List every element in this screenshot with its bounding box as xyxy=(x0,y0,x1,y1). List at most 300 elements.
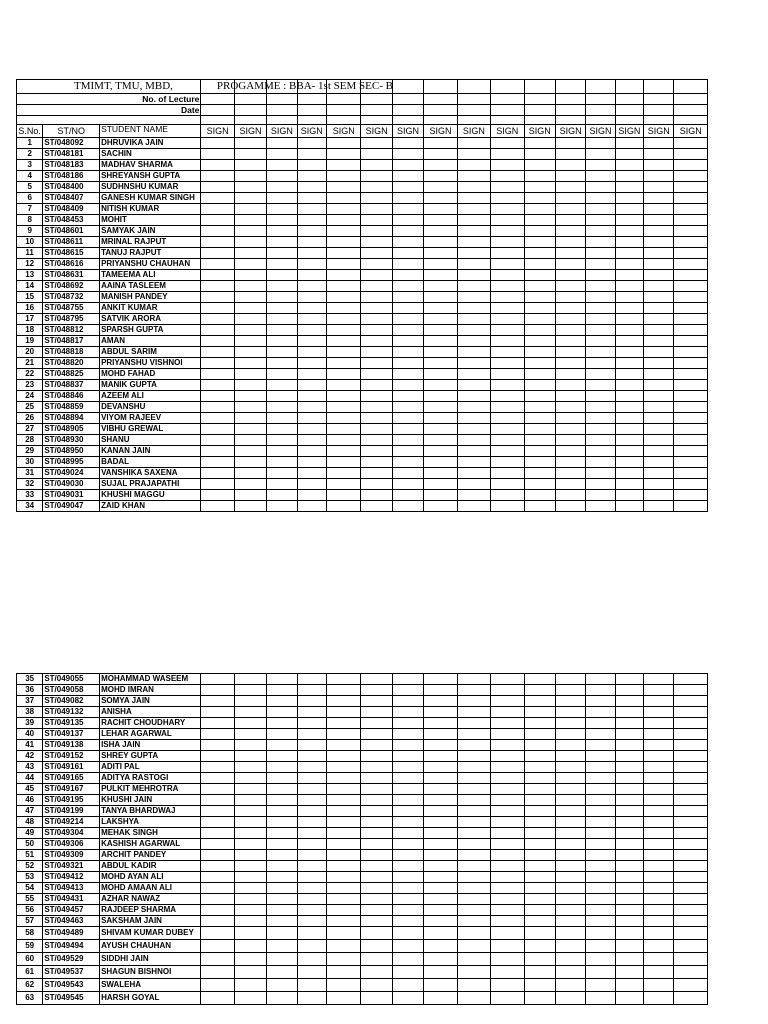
sign-cell xyxy=(326,751,360,762)
student-id-cell: ST/049132 xyxy=(43,707,100,718)
sign-cell xyxy=(524,226,555,237)
sign-cell xyxy=(491,468,524,479)
sign-cell xyxy=(361,916,392,927)
sign-cell xyxy=(491,303,524,314)
sign-cell xyxy=(267,490,297,501)
sign-header: SIGN xyxy=(327,125,361,138)
sign-cell xyxy=(457,966,490,979)
sign-cell xyxy=(586,751,615,762)
sign-cell xyxy=(644,248,674,259)
sign-cell xyxy=(457,916,490,927)
sign-cell xyxy=(555,490,585,501)
sign-cell xyxy=(644,358,674,369)
sign-cell xyxy=(392,204,423,215)
sign-cell xyxy=(361,685,392,696)
sign-cell xyxy=(524,953,555,966)
sign-cell xyxy=(234,402,266,413)
sign-cell xyxy=(586,674,615,685)
sign-header: SIGN xyxy=(555,125,585,138)
sign-cell xyxy=(201,358,234,369)
sign-cell xyxy=(267,817,297,828)
sign-cell xyxy=(555,237,585,248)
serial-number-cell: 15 xyxy=(17,292,43,303)
sign-cell xyxy=(524,358,555,369)
student-row xyxy=(17,817,708,828)
sign-cell xyxy=(234,729,266,740)
sign-cell xyxy=(234,358,266,369)
sign-cell xyxy=(615,303,643,314)
sign-cell xyxy=(267,402,297,413)
student-row xyxy=(17,424,708,435)
sign-cell xyxy=(392,457,423,468)
sign-cell xyxy=(234,773,266,784)
student-name-cell: SPARSH GUPTA xyxy=(100,325,201,336)
student-row xyxy=(17,740,708,751)
sign-cell xyxy=(267,784,297,795)
student-name-cell: SACHIN xyxy=(100,149,201,160)
sign-cell xyxy=(234,259,266,270)
student-row xyxy=(17,894,708,905)
sign-cell xyxy=(297,138,326,149)
student-row xyxy=(17,762,708,773)
sign-cell xyxy=(457,292,490,303)
sign-cell xyxy=(326,784,360,795)
sign-cell xyxy=(201,773,234,784)
sign-cell xyxy=(267,270,297,281)
student-name-cell: ZAID KHAN xyxy=(100,501,201,512)
student-name-cell: AZHAR NAWAZ xyxy=(100,894,201,905)
sign-cell xyxy=(234,314,266,325)
student-id-cell: ST/049135 xyxy=(43,718,100,729)
sign-cell xyxy=(424,762,457,773)
sign-cell xyxy=(201,402,234,413)
sign-cell xyxy=(615,116,643,125)
student-id-cell: ST/048859 xyxy=(43,402,100,413)
sign-cell xyxy=(361,314,392,325)
sign-cell xyxy=(586,861,615,872)
sign-cell xyxy=(234,138,266,149)
sign-cell xyxy=(491,193,524,204)
student-id-cell: ST/049047 xyxy=(43,501,100,512)
sign-header: SIGN xyxy=(615,125,643,138)
sign-cell xyxy=(524,259,555,270)
sign-cell xyxy=(586,435,615,446)
sign-cell xyxy=(674,751,708,762)
sign-cell xyxy=(361,369,392,380)
sign-cell xyxy=(201,795,234,806)
student-id-cell: ST/049489 xyxy=(43,927,100,940)
sign-header: SIGN xyxy=(524,125,555,138)
sign-cell xyxy=(326,696,360,707)
student-id-cell: ST/048615 xyxy=(43,248,100,259)
serial-number-cell: 16 xyxy=(17,303,43,314)
sign-cell xyxy=(267,806,297,817)
sign-cell xyxy=(267,685,297,696)
sign-cell xyxy=(491,883,524,894)
sign-cell xyxy=(392,674,423,685)
sign-cell xyxy=(524,270,555,281)
sign-cell xyxy=(555,872,585,883)
sign-cell xyxy=(297,292,326,303)
sign-cell xyxy=(555,248,585,259)
sign-cell xyxy=(392,402,423,413)
sign-cell xyxy=(674,292,708,303)
student-id-cell: ST/048092 xyxy=(43,138,100,149)
sign-cell xyxy=(267,762,297,773)
sign-cell xyxy=(234,380,266,391)
sign-cell xyxy=(586,369,615,380)
student-name-cell: KHUSHI MAGGU xyxy=(100,490,201,501)
sign-cell xyxy=(555,674,585,685)
sign-cell xyxy=(457,281,490,292)
sign-cell xyxy=(457,182,490,193)
sign-cell xyxy=(615,248,643,259)
sign-cell xyxy=(267,446,297,457)
sign-cell xyxy=(297,784,326,795)
sign-cell xyxy=(555,204,585,215)
sign-cell xyxy=(267,391,297,402)
student-row xyxy=(17,784,708,795)
sign-cell xyxy=(586,883,615,894)
sign-cell xyxy=(644,336,674,347)
sign-cell xyxy=(234,116,266,125)
sign-cell xyxy=(361,953,392,966)
sign-cell xyxy=(297,979,326,992)
lecture-count-label: No. of Lecture xyxy=(17,94,201,105)
student-name-cell: MOHD FAHAD xyxy=(100,369,201,380)
sign-cell xyxy=(297,839,326,850)
sign-cell xyxy=(392,883,423,894)
sign-cell xyxy=(615,850,643,861)
sign-cell xyxy=(524,674,555,685)
sign-cell xyxy=(555,795,585,806)
serial-number-cell: 56 xyxy=(17,905,43,916)
student-row xyxy=(17,314,708,325)
sign-cell xyxy=(267,751,297,762)
sign-cell xyxy=(297,992,326,1005)
sign-cell xyxy=(615,80,643,94)
sign-cell xyxy=(524,292,555,303)
sign-cell xyxy=(524,237,555,248)
sign-cell xyxy=(361,248,392,259)
sign-cell xyxy=(586,795,615,806)
student-row xyxy=(17,927,708,940)
sign-cell xyxy=(524,446,555,457)
sign-cell xyxy=(674,358,708,369)
student-name-cell: AYUSH CHAUHAN xyxy=(100,940,201,953)
sno-header: S.No. xyxy=(18,126,41,136)
sign-cell xyxy=(234,850,266,861)
sign-cell xyxy=(644,940,674,953)
sign-cell xyxy=(267,729,297,740)
serial-number-cell: 45 xyxy=(17,784,43,795)
sign-cell xyxy=(424,160,457,171)
sign-cell xyxy=(392,237,423,248)
sign-cell xyxy=(326,806,360,817)
sign-cell xyxy=(424,193,457,204)
student-name-cell: MANISH PANDEY xyxy=(100,292,201,303)
sign-cell xyxy=(392,160,423,171)
sign-cell xyxy=(361,861,392,872)
sign-cell xyxy=(491,718,524,729)
sign-cell xyxy=(524,729,555,740)
serial-number-cell: 22 xyxy=(17,369,43,380)
sign-cell xyxy=(555,325,585,336)
serial-number-cell: 21 xyxy=(17,358,43,369)
sign-cell xyxy=(491,292,524,303)
sign-cell xyxy=(586,479,615,490)
stno-header: ST/NO xyxy=(43,125,100,138)
sign-cell xyxy=(361,762,392,773)
sign-cell xyxy=(201,171,234,182)
sign-cell xyxy=(392,336,423,347)
sign-cell xyxy=(644,314,674,325)
sign-cell xyxy=(491,479,524,490)
sign-cell xyxy=(457,347,490,358)
sign-cell xyxy=(234,413,266,424)
sign-cell xyxy=(586,149,615,160)
sign-cell xyxy=(586,468,615,479)
student-id-cell: ST/048825 xyxy=(43,369,100,380)
sign-cell xyxy=(234,718,266,729)
sign-cell xyxy=(361,966,392,979)
sign-header: SIGN xyxy=(297,125,326,138)
sign-cell xyxy=(326,992,360,1005)
sign-cell xyxy=(674,806,708,817)
sign-cell xyxy=(326,979,360,992)
sign-cell xyxy=(424,226,457,237)
student-name-cell: ABDUL SARIM xyxy=(100,347,201,358)
sign-cell xyxy=(267,336,297,347)
sign-cell xyxy=(326,740,360,751)
sign-cell xyxy=(491,839,524,850)
sign-cell xyxy=(234,707,266,718)
sign-cell xyxy=(555,226,585,237)
sign-cell xyxy=(491,740,524,751)
sign-cell xyxy=(201,707,234,718)
sign-cell xyxy=(297,204,326,215)
sign-cell xyxy=(615,369,643,380)
sign-cell xyxy=(267,369,297,380)
sign-cell xyxy=(234,248,266,259)
sign-cell xyxy=(234,828,266,839)
sign-cell xyxy=(644,237,674,248)
sign-cell xyxy=(361,336,392,347)
student-id-cell: ST/048755 xyxy=(43,303,100,314)
sign-cell xyxy=(424,237,457,248)
sign-cell xyxy=(297,806,326,817)
sign-cell xyxy=(457,718,490,729)
serial-number-cell: 41 xyxy=(17,740,43,751)
sign-cell xyxy=(424,391,457,402)
sign-cell xyxy=(586,215,615,226)
sign-cell xyxy=(457,149,490,160)
sign-cell xyxy=(392,751,423,762)
student-name-cell: KHUSHI JAIN xyxy=(100,795,201,806)
sign-cell xyxy=(524,325,555,336)
sign-cell xyxy=(361,116,392,125)
sign-cell xyxy=(361,226,392,237)
sign-cell xyxy=(644,347,674,358)
student-name-cell: ANKIT KUMAR xyxy=(100,303,201,314)
sign-cell xyxy=(615,696,643,707)
student-id-cell: ST/049138 xyxy=(43,740,100,751)
sign-cell xyxy=(524,336,555,347)
student-id-cell: ST/049161 xyxy=(43,762,100,773)
student-row xyxy=(17,204,708,215)
student-id-cell: ST/048995 xyxy=(43,457,100,468)
sign-cell xyxy=(297,751,326,762)
student-id-cell: ST/048812 xyxy=(43,325,100,336)
sign-cell xyxy=(326,718,360,729)
sign-cell xyxy=(234,905,266,916)
sign-cell xyxy=(674,94,708,105)
sign-cell xyxy=(201,468,234,479)
sign-cell xyxy=(326,927,360,940)
sign-cell xyxy=(457,336,490,347)
sign-cell xyxy=(326,916,360,927)
sign-cell xyxy=(615,435,643,446)
sign-cell xyxy=(674,116,708,125)
sign-header: SIGN xyxy=(392,125,423,138)
sign-cell xyxy=(327,479,361,490)
sign-cell xyxy=(644,391,674,402)
sign-cell xyxy=(555,424,585,435)
sign-cell xyxy=(297,966,326,979)
sign-cell xyxy=(297,116,326,125)
sign-cell xyxy=(201,446,234,457)
sign-cell xyxy=(555,468,585,479)
sign-cell xyxy=(615,883,643,894)
student-row xyxy=(17,303,708,314)
sign-cell xyxy=(555,740,585,751)
sign-cell xyxy=(586,894,615,905)
student-id-cell: ST/049529 xyxy=(43,953,100,966)
sign-cell xyxy=(674,259,708,270)
sign-cell xyxy=(392,325,423,336)
sign-cell xyxy=(297,193,326,204)
sign-cell xyxy=(424,248,457,259)
sign-cell xyxy=(524,435,555,446)
sign-cell xyxy=(644,696,674,707)
student-row xyxy=(17,795,708,806)
student-row xyxy=(17,325,708,336)
sign-cell xyxy=(392,314,423,325)
sign-cell xyxy=(361,138,392,149)
student-row xyxy=(17,380,708,391)
sign-cell xyxy=(524,424,555,435)
serial-number-cell: 35 xyxy=(17,674,43,685)
student-id-cell: ST/049309 xyxy=(43,850,100,861)
sign-cell xyxy=(424,94,457,105)
sign-cell xyxy=(491,281,524,292)
sign-cell xyxy=(586,501,615,512)
column-header-row xyxy=(17,125,708,138)
sign-cell xyxy=(615,828,643,839)
serial-number-cell: 51 xyxy=(17,850,43,861)
sign-cell xyxy=(361,413,392,424)
sign-cell xyxy=(586,707,615,718)
sign-cell xyxy=(555,817,585,828)
serial-number-cell: 50 xyxy=(17,839,43,850)
sign-cell xyxy=(674,248,708,259)
sign-cell xyxy=(327,204,361,215)
sign-cell xyxy=(297,817,326,828)
sign-cell xyxy=(392,468,423,479)
sign-cell xyxy=(586,325,615,336)
sign-cell xyxy=(201,435,234,446)
student-id-cell: ST/048631 xyxy=(43,270,100,281)
sign-cell xyxy=(326,828,360,839)
sign-cell xyxy=(644,138,674,149)
sign-cell xyxy=(524,861,555,872)
student-row xyxy=(17,729,708,740)
sign-cell xyxy=(297,259,326,270)
sign-cell xyxy=(234,839,266,850)
serial-number-cell: 62 xyxy=(17,979,43,992)
sign-cell xyxy=(524,490,555,501)
sign-cell xyxy=(644,992,674,1005)
sign-cell xyxy=(361,740,392,751)
serial-number-cell: 26 xyxy=(17,413,43,424)
sign-cell xyxy=(267,116,297,125)
serial-number-cell: 12 xyxy=(17,259,43,270)
sign-cell xyxy=(586,762,615,773)
sign-cell xyxy=(297,501,326,512)
sign-cell xyxy=(524,116,555,125)
sign-cell xyxy=(361,850,392,861)
sign-cell xyxy=(555,457,585,468)
sign-cell xyxy=(201,828,234,839)
sign-cell xyxy=(491,490,524,501)
student-row xyxy=(17,916,708,927)
sign-cell xyxy=(674,696,708,707)
sign-cell xyxy=(555,358,585,369)
sign-cell xyxy=(491,784,524,795)
sign-cell xyxy=(297,490,326,501)
sign-cell xyxy=(234,270,266,281)
sign-cell xyxy=(524,828,555,839)
sign-cell xyxy=(297,391,326,402)
sign-cell xyxy=(674,979,708,992)
sign-cell xyxy=(361,171,392,182)
sign-cell xyxy=(555,707,585,718)
sign-cell xyxy=(586,303,615,314)
sign-cell xyxy=(201,369,234,380)
sign-cell xyxy=(555,953,585,966)
sign-cell xyxy=(586,281,615,292)
sign-cell xyxy=(615,105,643,116)
sign-cell xyxy=(297,718,326,729)
sign-cell xyxy=(234,940,266,953)
sign-cell xyxy=(644,817,674,828)
sign-cell xyxy=(674,424,708,435)
sign-cell xyxy=(392,718,423,729)
sign-cell xyxy=(392,435,423,446)
student-id-cell: ST/049306 xyxy=(43,839,100,850)
student-id-cell: ST/049413 xyxy=(43,883,100,894)
sign-cell xyxy=(615,707,643,718)
sign-cell xyxy=(297,828,326,839)
sign-cell xyxy=(615,773,643,784)
sign-cell xyxy=(392,762,423,773)
sign-cell xyxy=(392,292,423,303)
serial-number-cell: 1 xyxy=(17,138,43,149)
sign-cell xyxy=(234,696,266,707)
sign-cell xyxy=(555,314,585,325)
sign-cell xyxy=(615,193,643,204)
sign-cell xyxy=(555,281,585,292)
